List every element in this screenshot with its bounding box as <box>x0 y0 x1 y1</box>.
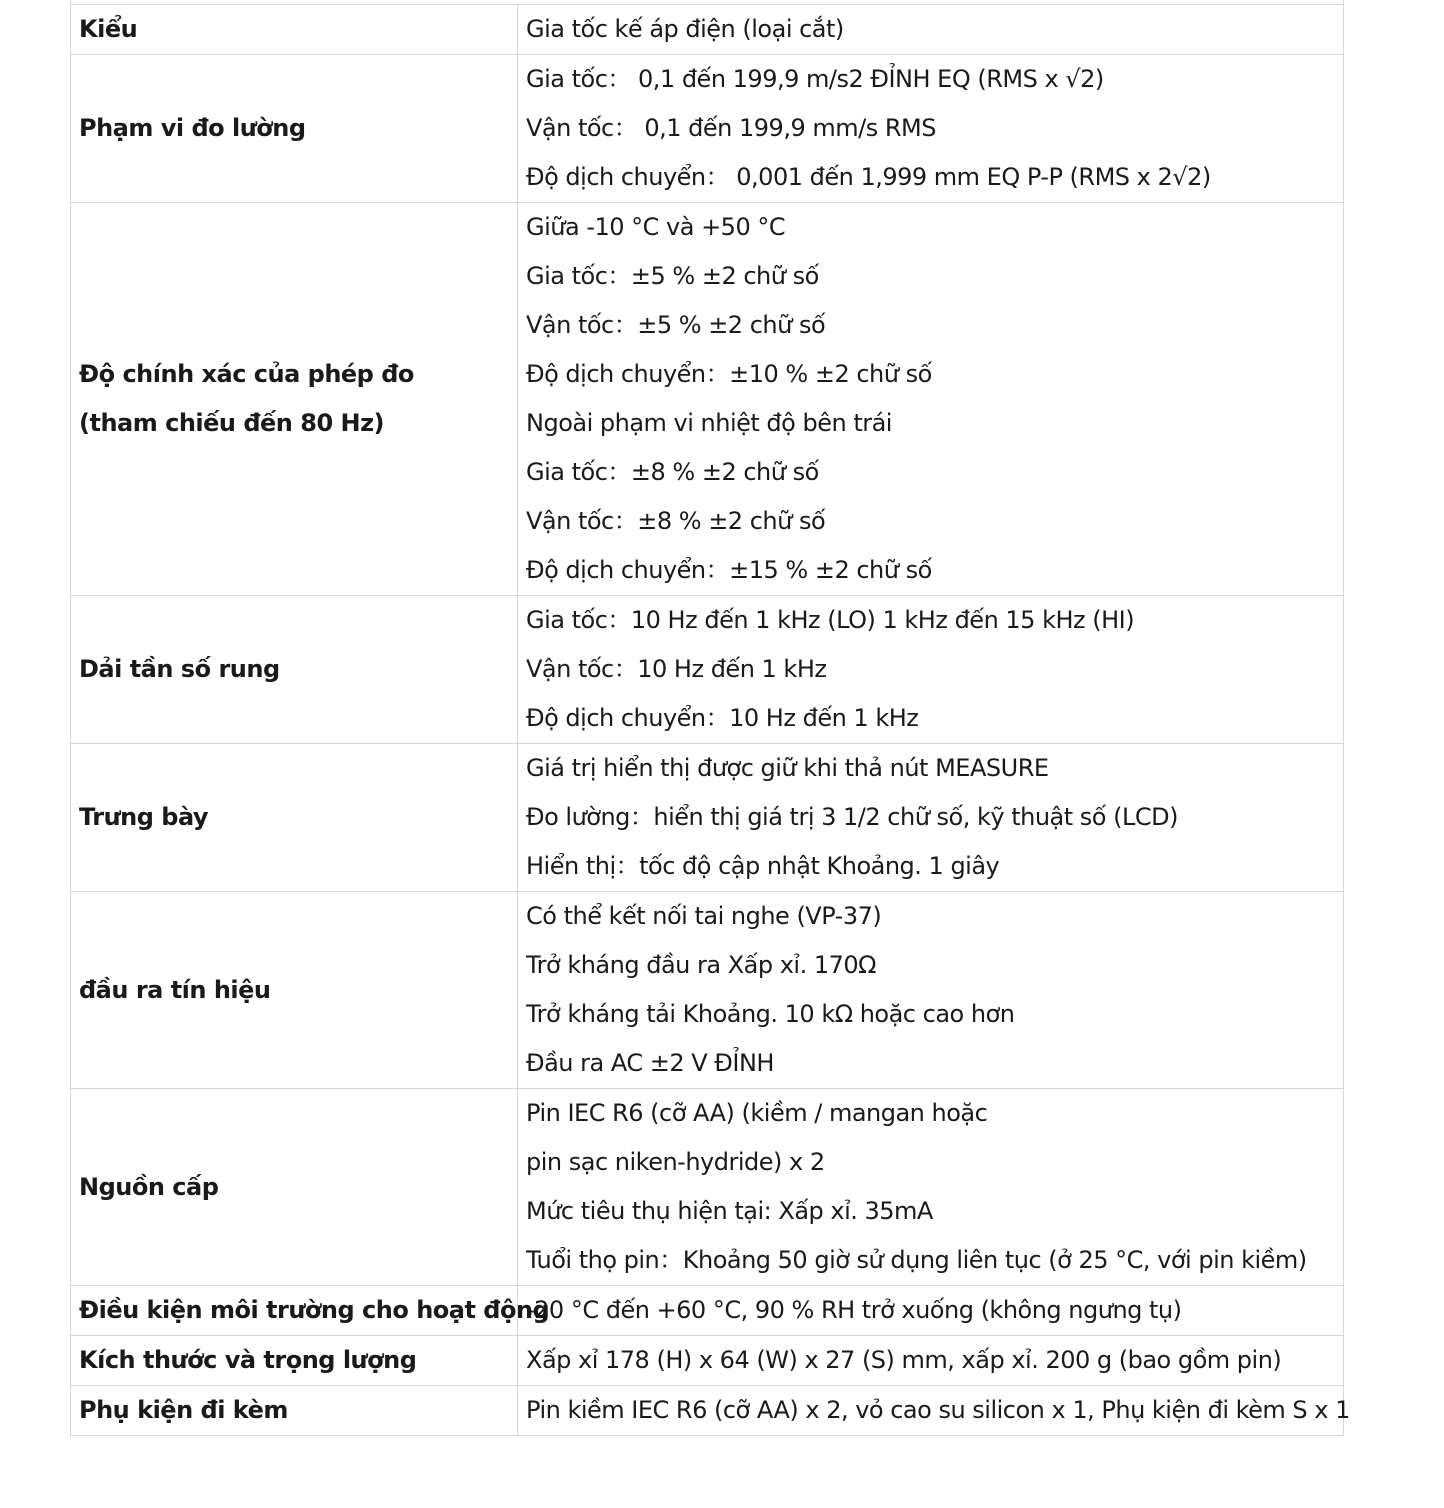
spec-value-line: Vận tốc： 0,1 đến 199,9 mm/s RMS <box>526 114 936 142</box>
spec-value-line: Đo lường：hiển thị giá trị 3 1/2 chữ số, kỹ thuật số (LCD) <box>526 803 1178 831</box>
spec-value-cell <box>518 1336 1344 1386</box>
spec-label: Trưng bày <box>79 803 209 831</box>
spec-value-line: Gia tốc：10 Hz đến 1 kHz (LO) 1 kHz đến 15 kHz (HI) <box>526 606 1135 634</box>
spec-value-cell <box>518 5 1344 55</box>
spec-label: Kiểu <box>79 15 138 43</box>
spec-value-line: Trở kháng đầu ra Xấp xỉ. 170Ω <box>526 951 876 979</box>
spec-value-line: Pin IEC R6 (cỡ AA) (kiềm / mangan hoặc <box>526 1099 988 1127</box>
spec-value-line: Xấp xỉ 178 (H) x 64 (W) x 27 (S) mm, xấp xỉ. 200 g (bao gồm pin) <box>526 1346 1282 1374</box>
spec-value-line: Vận tốc：10 Hz đến 1 kHz <box>526 655 827 683</box>
spec-label: Phụ kiện đi kèm <box>79 1396 288 1424</box>
spec-label-cell <box>71 596 518 744</box>
table-row <box>71 1386 1344 1436</box>
spec-value-cell <box>518 744 1344 892</box>
spec-label-cell <box>71 892 518 1089</box>
table-row <box>71 203 1344 596</box>
spec-value-line: Độ dịch chuyển：±15 % ±2 chữ số <box>526 556 932 584</box>
spec-label-cell <box>71 1286 550 1336</box>
spec-value-line: Gia tốc：±8 % ±2 chữ số <box>526 458 819 486</box>
spec-value-line: Hiển thị：tốc độ cập nhật Khoảng. 1 giây <box>526 852 1000 880</box>
spec-table <box>70 4 1350 1436</box>
spec-label-cell <box>71 1386 518 1436</box>
table-row <box>71 5 1344 55</box>
table-row <box>71 744 1344 892</box>
spec-value-cell <box>518 1089 1344 1286</box>
spec-value-cell <box>518 596 1344 744</box>
spec-label: Độ chính xác của phép đo <box>79 360 414 388</box>
spec-table-body <box>71 5 1350 1436</box>
spec-value-cell <box>518 1386 1350 1436</box>
spec-label-cell <box>71 1336 518 1386</box>
spec-value-line: Độ dịch chuyển：10 Hz đến 1 kHz <box>526 704 919 732</box>
spec-value-line: Độ dịch chuyển： 0,001 đến 1,999 mm EQ P-P (RMS x 2√2) <box>526 163 1211 191</box>
spec-value-line: Gia tốc：±5 % ±2 chữ số <box>526 262 819 290</box>
spec-label: Dải tần số rung <box>79 655 280 683</box>
spec-value-line: Gia tốc： 0,1 đến 199,9 m/s2 ĐỈNH EQ (RMS x √2) <box>526 65 1104 93</box>
spec-label-cell <box>71 55 518 203</box>
spec-value-line: Trở kháng tải Khoảng. 10 kΩ hoặc cao hơn <box>526 1000 1015 1028</box>
spec-value-line: Gia tốc kế áp điện (loại cắt) <box>526 15 844 43</box>
spec-label-cell <box>71 1089 518 1286</box>
table-row <box>71 596 1344 744</box>
spec-label: Nguồn cấp <box>79 1172 219 1201</box>
spec-value-line: -20 °C đến +60 °C, 90 % RH trở xuống (không ngưng tụ) <box>526 1296 1182 1324</box>
spec-value-line: Vận tốc：±8 % ±2 chữ số <box>526 507 826 535</box>
spec-value-cell <box>518 203 1344 596</box>
spec-value-line: Mức tiêu thụ hiện tại: Xấp xỉ. 35mA <box>526 1197 933 1225</box>
spec-label: đầu ra tín hiệu <box>79 975 271 1004</box>
spec-label: Kích thước và trọng lượng <box>79 1346 417 1374</box>
spec-label: (tham chiếu đến 80 Hz) <box>79 409 385 437</box>
table-row <box>71 1089 1344 1286</box>
table-row <box>71 55 1344 203</box>
table-row <box>71 1336 1344 1386</box>
spec-label: Phạm vi đo lường <box>79 114 306 142</box>
spec-value-line: Tuổi thọ pin：Khoảng 50 giờ sử dụng liên tục (ở 25 °C, với pin kiềm) <box>526 1246 1307 1274</box>
spec-value-line: Giá trị hiển thị được giữ khi thả nút MEASURE <box>526 754 1049 782</box>
spec-value-cell <box>518 1286 1344 1336</box>
spec-value-line: Giữa -10 °C và +50 °C <box>526 213 786 241</box>
spec-value-line: Đầu ra AC ±2 V ĐỈNH <box>526 1049 774 1077</box>
spec-value-line: Có thể kết nối tai nghe (VP-37) <box>526 902 882 930</box>
spec-label-cell <box>71 744 518 892</box>
spec-value-line: Ngoài phạm vi nhiệt độ bên trái <box>526 409 892 437</box>
spec-value-line: pin sạc niken-hydride) x 2 <box>526 1148 825 1176</box>
spec-value-line: Pin kiềm IEC R6 (cỡ AA) x 2, vỏ cao su silicon x 1, Phụ kiện đi kèm S x 1 <box>526 1396 1350 1424</box>
table-row <box>71 892 1344 1089</box>
spec-value-cell <box>518 55 1344 203</box>
spec-value-cell <box>518 892 1344 1089</box>
spec-value-line: Độ dịch chuyển：±10 % ±2 chữ số <box>526 360 932 388</box>
table-row <box>71 1286 1344 1336</box>
spec-label: Điều kiện môi trường cho hoạt động <box>79 1296 550 1324</box>
spec-label-cell <box>71 203 518 596</box>
spec-label-cell <box>71 5 518 55</box>
spec-value-line: Vận tốc：±5 % ±2 chữ số <box>526 311 826 339</box>
